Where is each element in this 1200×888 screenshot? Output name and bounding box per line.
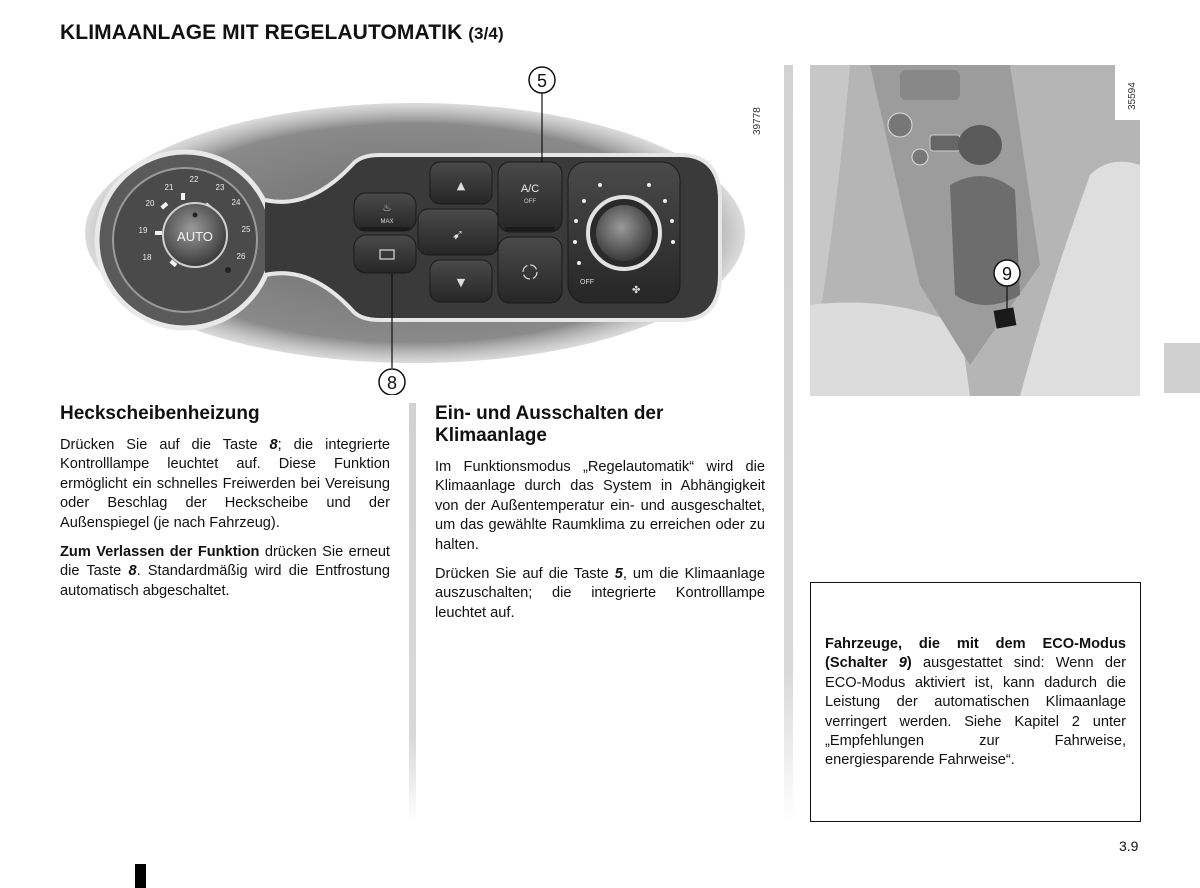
eco-mode-note-box — [810, 582, 1141, 822]
control-panel-illustration — [60, 65, 775, 395]
fan-knob — [596, 205, 652, 261]
callout-9-label: 9 — [1001, 264, 1013, 284]
dial-temp-19: 19 — [138, 226, 148, 235]
rear-defrost-button — [354, 235, 416, 273]
fan-icon: ✤ — [632, 285, 641, 296]
eco-switch-photo — [810, 65, 1140, 396]
max-label: MAX — [380, 219, 394, 225]
figure-code-left: 39778 — [752, 107, 763, 135]
ac-lamp — [505, 227, 555, 231]
column-divider-right — [784, 65, 793, 823]
fan-off-label: OFF — [580, 279, 594, 286]
page-number: 3.9 — [1119, 838, 1139, 854]
ac-button — [498, 162, 562, 232]
dial-temp-22: 22 — [189, 175, 199, 184]
page-title-text: KLIMAANLAGE MIT REGELAUTOMATIK — [60, 21, 463, 44]
defrost-icon: ♨ — [382, 203, 392, 214]
arrow-down-icon: ▼ — [456, 276, 466, 289]
ac-label: A/C — [520, 183, 540, 195]
ac-off-label: OFF — [524, 199, 536, 205]
dial-temp-18: 18 — [142, 253, 152, 262]
callout-5-label: 5 — [536, 71, 548, 91]
eco-mode-note: Fahrzeuge, die mit dem ECO-Modus (Schalter 9) ausgestattet sind: Wenn der ECO-Modus aktiviert ist, kann dadurch die Leistung der automatischen Klimaanlage verringert werden. Siehe Kapitel 2 unter „Empfehlungen zur Fahrweise, energiesparende Fahrweise“. — [825, 636, 1126, 769]
rear-defrost-paragraph-2: Zum Verlassen der Funktion drücken Sie erneut die Taste 8. Standardmäßig wird die Entfrostung automatisch abgeschaltet. — [60, 544, 390, 599]
corner-crop-mark — [135, 864, 146, 888]
dial-temp-21: 21 — [164, 183, 174, 192]
auto-label: AUTO — [177, 229, 213, 244]
control-panel-figure — [60, 65, 775, 395]
ac-on-off-heading: Ein- und Ausschalten der Klimaanlage — [435, 403, 664, 446]
rear-defrost-heading: Heckscheibenheizung — [60, 403, 260, 424]
dial-temp-23: 23 — [215, 183, 225, 192]
page-title-suffix: (3/4) — [468, 24, 504, 43]
arrow-up-icon: ▲ — [456, 179, 466, 192]
callout-8-label: 8 — [386, 373, 398, 393]
max-lamp — [360, 227, 410, 231]
temp-knob-dot — [193, 213, 198, 218]
dial-temp-26: 26 — [236, 252, 246, 261]
ac-on-off-paragraph-2: Drücken Sie auf die Taste 5, um die Klimaanlage auszuschalten; die integrierte Kontrolllampe leuchtet auf. — [435, 566, 765, 621]
chapter-tab-marker — [1164, 343, 1200, 393]
rear-defrost-section — [60, 403, 390, 611]
figure-code-right: 35594 — [1127, 82, 1138, 110]
ac-on-off-paragraph-1: Im Funktionsmodus „Regelautomatik“ wird die Klimaanlage durch das System in Abhängigkeit von der Außentemperatur ein- und ausgeschaltet, um das gewählte Raumklima zu erreichen oder zu halten. — [435, 459, 765, 553]
page-title — [60, 21, 504, 45]
rear-defrost-paragraph-1: Drücken Sie auf die Taste 8; die integrierte Kontrolllampe leuchtet auf. Diese Funktion ermöglicht ein schnelles Freiwerden bei Vereisung oder Beschlag der Heckscheibe und der Außenspiegel (je nach Fahrzeug). — [60, 437, 390, 531]
dial-temp-24: 24 — [231, 198, 241, 207]
ac-on-off-section — [435, 403, 765, 633]
dial-temp-25: 25 — [241, 225, 251, 234]
column-divider-left — [409, 403, 416, 823]
recirculation-button — [498, 237, 562, 303]
airflow-icon: ➹ — [452, 227, 464, 243]
dial-indicator-dot — [225, 267, 231, 273]
dial-temp-20: 20 — [145, 199, 155, 208]
eco-switch-illustration — [810, 65, 1140, 396]
